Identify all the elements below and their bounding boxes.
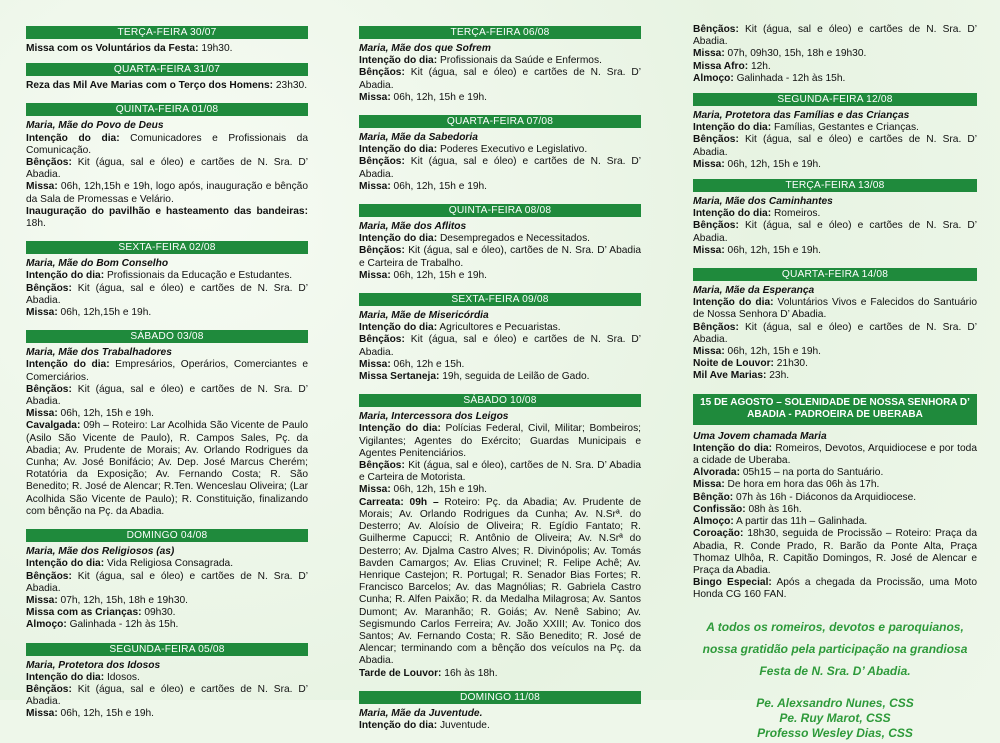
day-header: TERÇA-FEIRA 06/08: [359, 26, 641, 39]
text: 06h, 12h, 15h e 19h.: [390, 91, 488, 103]
text: Kit (água, sal e óleo) e cartões de N. Sra. D’ Abadia.: [693, 24, 977, 48]
text: 07h às 16h - Diáconos da Arquidiocese.: [733, 491, 917, 503]
day-title: Maria, Mãe do Povo de Deus: [26, 120, 164, 132]
solemnity-section: [693, 394, 977, 602]
text: Kit (água, sal e óleo), cartões de N. Sra. D’ Abadia e Carteira de Motorista.: [359, 460, 641, 484]
label: Intenção do dia:: [693, 122, 772, 134]
day-header: DOMINGO 11/08: [359, 691, 641, 704]
day-title: Maria, Mãe dos que Sofrem: [359, 43, 491, 54]
solemnity-banner: 15 DE AGOSTO – SOLENIDADE DE NOSSA SENHORA D’ ABADIA - PADROEIRA DE UBERABA: [693, 394, 977, 425]
text: 23h.: [766, 370, 790, 382]
day-title: Maria, Protetora dos Idosos: [26, 659, 161, 671]
text: 18h.: [26, 218, 46, 230]
label: Bênçãos:: [26, 570, 72, 582]
text: 23h30.: [273, 80, 308, 92]
day-header: QUARTA-FEIRA 14/08: [693, 268, 977, 281]
day-title: Maria, Mãe da Juventude.: [359, 707, 483, 719]
label: Bingo Especial:: [693, 577, 772, 589]
day-header: SEGUNDA-FEIRA 12/08: [693, 93, 977, 106]
text: 16h às 18h.: [441, 667, 498, 679]
text: 07h, 12h, 15h, 18h e 19h30.: [57, 594, 189, 606]
day-section: [26, 103, 308, 230]
label: Missa com os Voluntários da Festa:: [26, 43, 199, 54]
label: Missa:: [693, 479, 725, 491]
label: Missa:: [359, 484, 391, 496]
signature-line: Pe. Ruy Marot, CSS: [779, 710, 891, 725]
label: Missa:: [693, 244, 725, 256]
label: Intenção do dia:: [26, 558, 105, 570]
text: Romeiros, Devotos, Arquidiocese e por toda a cidade de Uberaba.: [693, 442, 977, 467]
label: Bênçãos:: [359, 334, 405, 346]
column-3: [693, 26, 977, 741]
label: Missa:: [26, 181, 58, 193]
text: Kit (água, sal e óleo) e cartões de N. Sra. D’ Abadia.: [359, 334, 641, 358]
column-1: [26, 26, 308, 732]
text: Profissionais da Saúde e Enfermos.: [437, 55, 602, 67]
day-header: QUINTA-FEIRA 08/08: [359, 204, 641, 217]
text: 21h30.: [773, 358, 808, 370]
label: Missa:: [26, 594, 58, 606]
label: Intenção do dia:: [693, 297, 774, 309]
text: 06h, 12h, 15h e 19h.: [724, 244, 822, 256]
text: Desempregados e Necessitados.: [437, 233, 591, 245]
day-section: [693, 268, 977, 383]
text: 07h, 09h30, 15h, 18h e 19h30.: [724, 48, 867, 60]
day-section: [359, 115, 641, 193]
label: Mil Ave Marias:: [693, 370, 767, 382]
day-title: Maria, Intercessora dos Leigos: [359, 411, 509, 423]
day-header: SEXTA-FEIRA 02/08: [26, 241, 308, 254]
label: Missa Afro:: [693, 60, 749, 72]
label: Intenção do dia:: [26, 132, 120, 144]
label: Intenção do dia:: [26, 270, 105, 282]
day-header: SEGUNDA-FEIRA 05/08: [26, 643, 308, 656]
text: Idosos.: [104, 671, 140, 683]
text: 06h, 12h, 15h e 19h.: [724, 346, 822, 358]
text: Juventude.: [437, 719, 490, 731]
day-section: [26, 241, 308, 319]
label: Bênçãos:: [26, 383, 72, 395]
text: De hora em hora das 06h às 17h.: [724, 479, 880, 491]
day-header: TERÇA-FEIRA 30/07: [26, 26, 308, 39]
day-header: SÁBADO 10/08: [359, 394, 641, 407]
signature-line: Pe. Alexsandro Nunes, CSS: [756, 695, 914, 710]
signatures: [693, 696, 977, 741]
label: Missa:: [359, 358, 391, 370]
thanks-line: A todos os romeiros, devotos e paroquianos,: [706, 619, 964, 634]
text: Galinhada - 12h às 15h.: [66, 619, 179, 631]
text: Romeiros.: [771, 208, 821, 220]
text: Vida Religiosa Consagrada.: [104, 558, 234, 570]
label: Intenção do dia:: [359, 233, 438, 245]
label: Intenção do dia:: [359, 719, 438, 731]
text: Kit (água, sal e óleo) e cartões de N. Sra. D’ Abadia.: [26, 683, 308, 708]
label: Missa:: [693, 346, 725, 358]
label: Tarde de Louvor:: [359, 667, 442, 679]
label: Bênçãos:: [693, 134, 739, 146]
label: Bênçãos:: [359, 460, 405, 472]
label: Noite de Louvor:: [693, 358, 774, 370]
day-header: QUINTA-FEIRA 01/08: [26, 103, 308, 116]
label: Bênçãos:: [693, 24, 739, 35]
label: Almoço:: [693, 72, 734, 84]
day-title: Maria, Protetora das Famílias e das Crianças: [693, 110, 910, 122]
label: Intenção do dia:: [359, 55, 438, 67]
column-2: [359, 26, 641, 743]
text: 06h, 12h, 15h e 19h.: [57, 408, 155, 420]
signature-line: Professo Wesley Dias, CSS: [757, 725, 913, 740]
label: Bênçãos:: [359, 245, 405, 257]
text: Kit (água, sal e óleo) e cartões de N. Sra. D’ Abadia.: [26, 570, 308, 594]
day-header: DOMINGO 04/08: [26, 529, 308, 542]
text: Kit (água, sal e óleo) e cartões de N. Sra. D’ Abadia.: [26, 157, 308, 181]
text: 06h, 12h e 15h.: [390, 358, 465, 370]
label: Missa com as Crianças:: [26, 607, 142, 619]
text: Após a chegada da Procissão, uma Moto Honda CG 160 FAN.: [693, 577, 977, 601]
text: Polícias Federal, Civil, Militar; Bombeiros; Vigilantes; Agentes do Exército; Guardas Municipais e Agentes Penitenciários.: [359, 423, 641, 459]
label: Confissão:: [693, 503, 746, 515]
day-title: Maria, Mãe de Misericórdia: [359, 310, 489, 322]
label: Intenção do dia:: [693, 208, 772, 220]
text: 12h.: [748, 60, 771, 72]
label: Carreata: 09h –: [359, 496, 439, 508]
text: Kit (água, sal e óleo) e cartões de N. Sra. D’ Abadia.: [359, 67, 641, 91]
thanks-line: Festa de N. Sra. D’ Abadia.: [759, 663, 911, 678]
label: Missa Sertaneja:: [359, 371, 440, 383]
day-section: [26, 330, 308, 518]
thanks-message: [693, 616, 977, 682]
text: 05h15 – na porta do Santuário.: [740, 467, 884, 479]
label: Bênção:: [693, 491, 734, 503]
label: Intenção do dia:: [693, 442, 773, 454]
day-section: [693, 93, 977, 171]
label: Missa:: [693, 158, 725, 170]
text: Galinhada - 12h às 15h.: [733, 72, 846, 84]
text: 09h30.: [141, 607, 176, 619]
label: Bênçãos:: [359, 156, 405, 168]
day-section: [359, 293, 641, 383]
label: Missa:: [359, 180, 391, 192]
text: 06h, 12h,15h e 19h.: [57, 307, 152, 319]
label: Almoço:: [693, 516, 734, 528]
day-section: [26, 643, 308, 721]
day-section: [693, 179, 977, 257]
label: Missa:: [359, 269, 391, 281]
text: 06h, 12h,15h e 19h, logo após, inauguração e bênção da Sala de Promessas e Velário.: [26, 181, 308, 205]
text: 19h, seguida de Leilão de Gado.: [439, 371, 590, 383]
day-header: QUARTA-FEIRA 07/08: [359, 115, 641, 128]
label: Almoço:: [26, 619, 67, 631]
text: Profissionais da Educação e Estudantes.: [104, 270, 293, 282]
text: Kit (água, sal e óleo), cartões de N. Sra. D’ Abadia e Carteira de Trabalho.: [359, 245, 641, 269]
label: Bênçãos:: [693, 220, 739, 232]
label: Bênçãos:: [26, 282, 72, 294]
day-title: Maria, Mãe do Bom Conselho: [26, 258, 169, 270]
thanks-line: nossa gratidão pela participação na grandiosa: [702, 641, 968, 656]
label: Missa:: [693, 48, 725, 60]
day-title: Maria, Mãe da Esperança: [693, 285, 815, 297]
label: Missa:: [26, 708, 58, 720]
label: Inauguração do pavilhão e hasteamento das bandeiras:: [26, 205, 308, 217]
label: Missa:: [26, 307, 58, 319]
text: 06h, 12h, 15h e 19h.: [57, 708, 155, 720]
label: Intenção do dia:: [26, 359, 110, 371]
day-title: Uma Jovem chamada Maria: [693, 430, 827, 442]
text: Kit (água, sal e óleo) e cartões de N. Sra. D’ Abadia.: [693, 220, 977, 244]
text: 06h, 12h, 15h e 19h.: [390, 484, 488, 496]
day-section: [26, 529, 308, 631]
text: Kit (água, sal e óleo) e cartões de N. Sra. D’ Abadia.: [26, 383, 308, 408]
text: Famílias, Gestantes e Crianças.: [771, 122, 919, 134]
label: Missa:: [26, 408, 58, 420]
day-section: [359, 394, 641, 679]
label: Missa:: [359, 91, 391, 103]
day-header: SÁBADO 03/08: [26, 330, 308, 343]
text: 18h30, seguida de Procissão – Roteiro: Praça da Abadia, R. Conde Prado, R. Barão da Ponte Alta, Praça Thomaz Ulhôa, R. Capitão Domingos, R. José de Alencar e Praça da Abadia.: [693, 528, 977, 576]
label: Intenção do dia:: [359, 423, 441, 435]
day-section: [26, 63, 308, 92]
day-header: TERÇA-FEIRA 13/08: [693, 179, 977, 192]
text: 06h, 12h, 15h e 19h.: [724, 158, 822, 170]
label: Bênçãos:: [26, 683, 72, 695]
label: Coroação:: [693, 528, 744, 540]
day-section-continued: [693, 24, 977, 85]
label: Intenção do dia:: [359, 322, 438, 334]
text: Agricultores e Pecuaristas.: [437, 322, 561, 334]
text: Poderes Executivo e Legislativo.: [437, 144, 588, 156]
day-title: Maria, Mãe dos Trabalhadores: [26, 347, 172, 359]
text: 06h, 12h, 15h e 19h.: [390, 180, 488, 192]
label: Bênçãos:: [359, 67, 405, 79]
text: 06h, 12h, 15h e 19h.: [390, 269, 488, 281]
label: Reza das Mil Ave Marias com o Terço dos Homens:: [26, 80, 274, 92]
day-title: Maria, Mãe dos Caminhantes: [693, 196, 833, 208]
day-title: Maria, Mãe dos Aflitos: [359, 221, 467, 233]
text: Kit (água, sal e óleo) e cartões de N. Sra. D’ Abadia.: [693, 134, 977, 158]
day-header: QUARTA-FEIRA 31/07: [26, 63, 308, 76]
day-title: Maria, Mãe dos Religiosos (as): [26, 546, 175, 558]
text: Comunicadores e Profissionais da Comunicação.: [26, 132, 309, 156]
text: Roteiro: Pç. da Abadia; Av. Prudente de Morais; Av. Orlando Rodrigues da Cunha; Av. N.Srª. do Desterro; Av. Aloísio de Oliveira; R. Egídio Fantato; R. Guilherme Capucci; R. Antônio de Oliveira; Av. N.Srª do Desterro; Av. Djalma Castro Alves; R. Divinópolis; Av. Tomás Bavden Camargos; Av. Elias Cruvinel; R. Felipe Achê; Av. Henrique Castejon; R. Portugal; R. Senador Bias Fortes; R. Francisco Barcelos; Av. das Magnólias; R. Gabriela Castro Cunha; R. Alfen Paixão; R. da Medalha Milagrosa; Av. Santos Dumont; Av. Maranhão; R. Goiás; Av. Nenê Sabino; Av. Segismundo Carlos Ferreira; Av. João XXIII; Av. Tonico dos Santos; Av. Fernando Costa; R. São Benedito; R. José de Alencar; terminando com a bênção dos veículos na Pç. da Abadia.: [359, 496, 641, 667]
day-header: SEXTA-FEIRA 09/08: [359, 293, 641, 306]
label: Intenção do dia:: [359, 144, 438, 156]
day-section: [359, 204, 641, 282]
text: 19h30.: [198, 43, 233, 54]
text: Voluntários Vivos e Falecidos do Santuário de Nossa Senhora D’ Abadia.: [693, 297, 977, 321]
text: Kit (água, sal e óleo) e cartões de N. Sra. D’ Abadia.: [693, 321, 977, 345]
label: Intenção do dia:: [26, 671, 105, 683]
label: Bênçãos:: [26, 157, 72, 169]
text: 09h – Roteiro: Lar Acolhida São Vicente de Paulo (Asilo São Vicente de Paulo), R. Campos Sales, Pç. da Abadia; Av. Prudente de Morais; Av. Orlando Rodrigues da Cunha; Av. José Bonifácio; Av. Dep. José Marcus Cherém; Rotatória da Exposição; Av. Fernando Costa; R. São Benedito; R. José de Alencar; R.Ten. Wenceslau Oliveira; (Lar Acolhida São Vicente de Paulo); R. Constituição, finalizando com bênção na Pç. da Abadia.: [26, 420, 308, 517]
text: Empresários, Operários, Comerciantes e Comerciários.: [26, 359, 309, 383]
text: A partir das 11h – Galinhada.: [733, 516, 868, 528]
text: Kit (água, sal e óleo) e cartões de N. Sra. D’ Abadia.: [359, 156, 641, 180]
text: Kit (água, sal e óleo) e cartões de N. Sra. D’ Abadia.: [26, 282, 308, 306]
text: 08h às 16h.: [745, 503, 802, 515]
day-title: Maria, Mãe da Sabedoria: [359, 132, 478, 144]
day-section: [359, 26, 641, 104]
day-section: [26, 26, 308, 55]
label: Bênçãos:: [693, 321, 739, 333]
day-section: [359, 691, 641, 732]
label: Alvorada:: [693, 467, 740, 479]
label: Cavalgada:: [26, 420, 81, 432]
